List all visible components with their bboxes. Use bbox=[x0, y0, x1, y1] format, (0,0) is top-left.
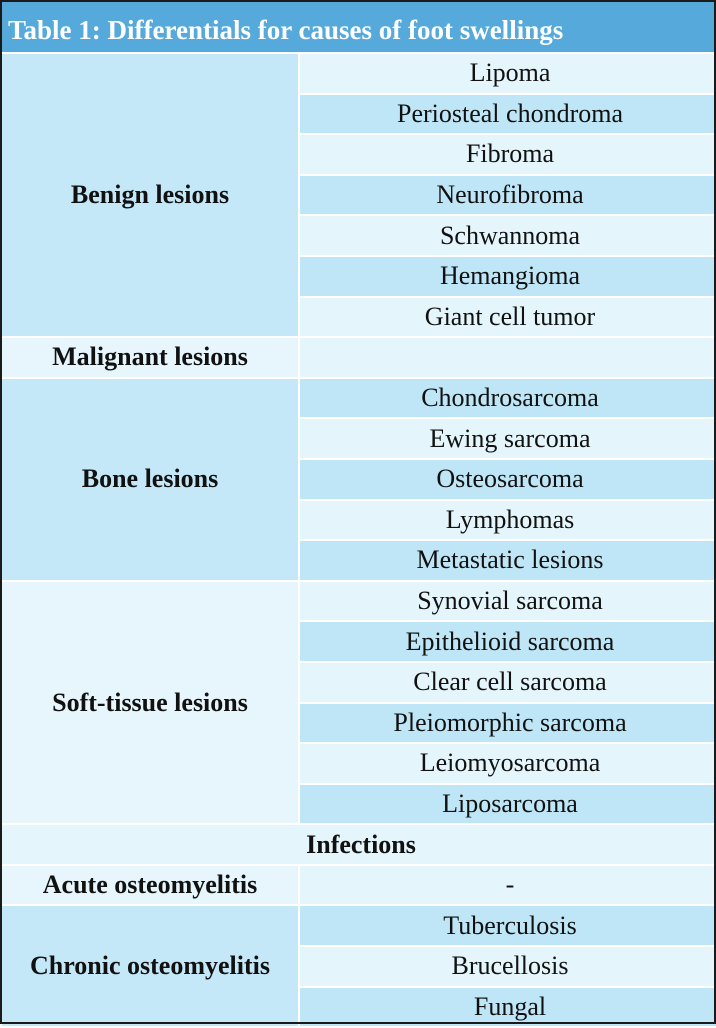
table-cell: Tuberculosis bbox=[299, 905, 716, 946]
table-row bbox=[1, 53, 716, 94]
table-cell: Pleiomorphic sarcoma bbox=[299, 703, 716, 744]
table-cell: Osteosarcoma bbox=[299, 459, 716, 500]
table-title: Table 1: Differentials for causes of foot swellings bbox=[0, 0, 716, 52]
table-cell: Leiomyosarcoma bbox=[299, 743, 716, 784]
table-cell: Lipoma bbox=[299, 53, 716, 94]
category-chronic-osteomyelitis: Chronic osteomyelitis bbox=[1, 905, 299, 1027]
category-malignant-lesions: Malignant lesions bbox=[1, 337, 299, 378]
table-row bbox=[1, 337, 716, 378]
table-cell: Brucellosis bbox=[299, 946, 716, 987]
table-cell: Giant cell tumor bbox=[299, 297, 716, 338]
table-cell: Ewing sarcoma bbox=[299, 418, 716, 459]
table-cell: - bbox=[299, 865, 716, 906]
table-cell: Fibroma bbox=[299, 134, 716, 175]
category-bone-lesions: Bone lesions bbox=[1, 378, 299, 581]
table-row bbox=[1, 865, 716, 906]
table-cell: Metastatic lesions bbox=[299, 540, 716, 581]
differentials-table bbox=[0, 52, 716, 1028]
table-cell: Epithelioid sarcoma bbox=[299, 621, 716, 662]
table-cell: Synovial sarcoma bbox=[299, 581, 716, 622]
table-cell: Fungal bbox=[299, 987, 716, 1028]
table-cell: Periosteal chondroma bbox=[299, 94, 716, 135]
table-cell: Chondrosarcoma bbox=[299, 378, 716, 419]
table-row bbox=[1, 824, 716, 865]
table-cell: Lymphomas bbox=[299, 500, 716, 541]
section-infections: Infections bbox=[1, 824, 716, 865]
table-cell: Schwannoma bbox=[299, 215, 716, 256]
table-row bbox=[1, 581, 716, 622]
category-soft-tissue-lesions: Soft-tissue lesions bbox=[1, 581, 299, 825]
table-row bbox=[1, 905, 716, 946]
table-cell: Liposarcoma bbox=[299, 784, 716, 825]
category-acute-osteomyelitis: Acute osteomyelitis bbox=[1, 865, 299, 906]
table-cell: Neurofibroma bbox=[299, 175, 716, 216]
table-cell: Hemangioma bbox=[299, 256, 716, 297]
table-cell-empty bbox=[299, 337, 716, 378]
table-cell: Clear cell sarcoma bbox=[299, 662, 716, 703]
category-benign-lesions: Benign lesions bbox=[1, 53, 299, 337]
table-row bbox=[1, 378, 716, 419]
